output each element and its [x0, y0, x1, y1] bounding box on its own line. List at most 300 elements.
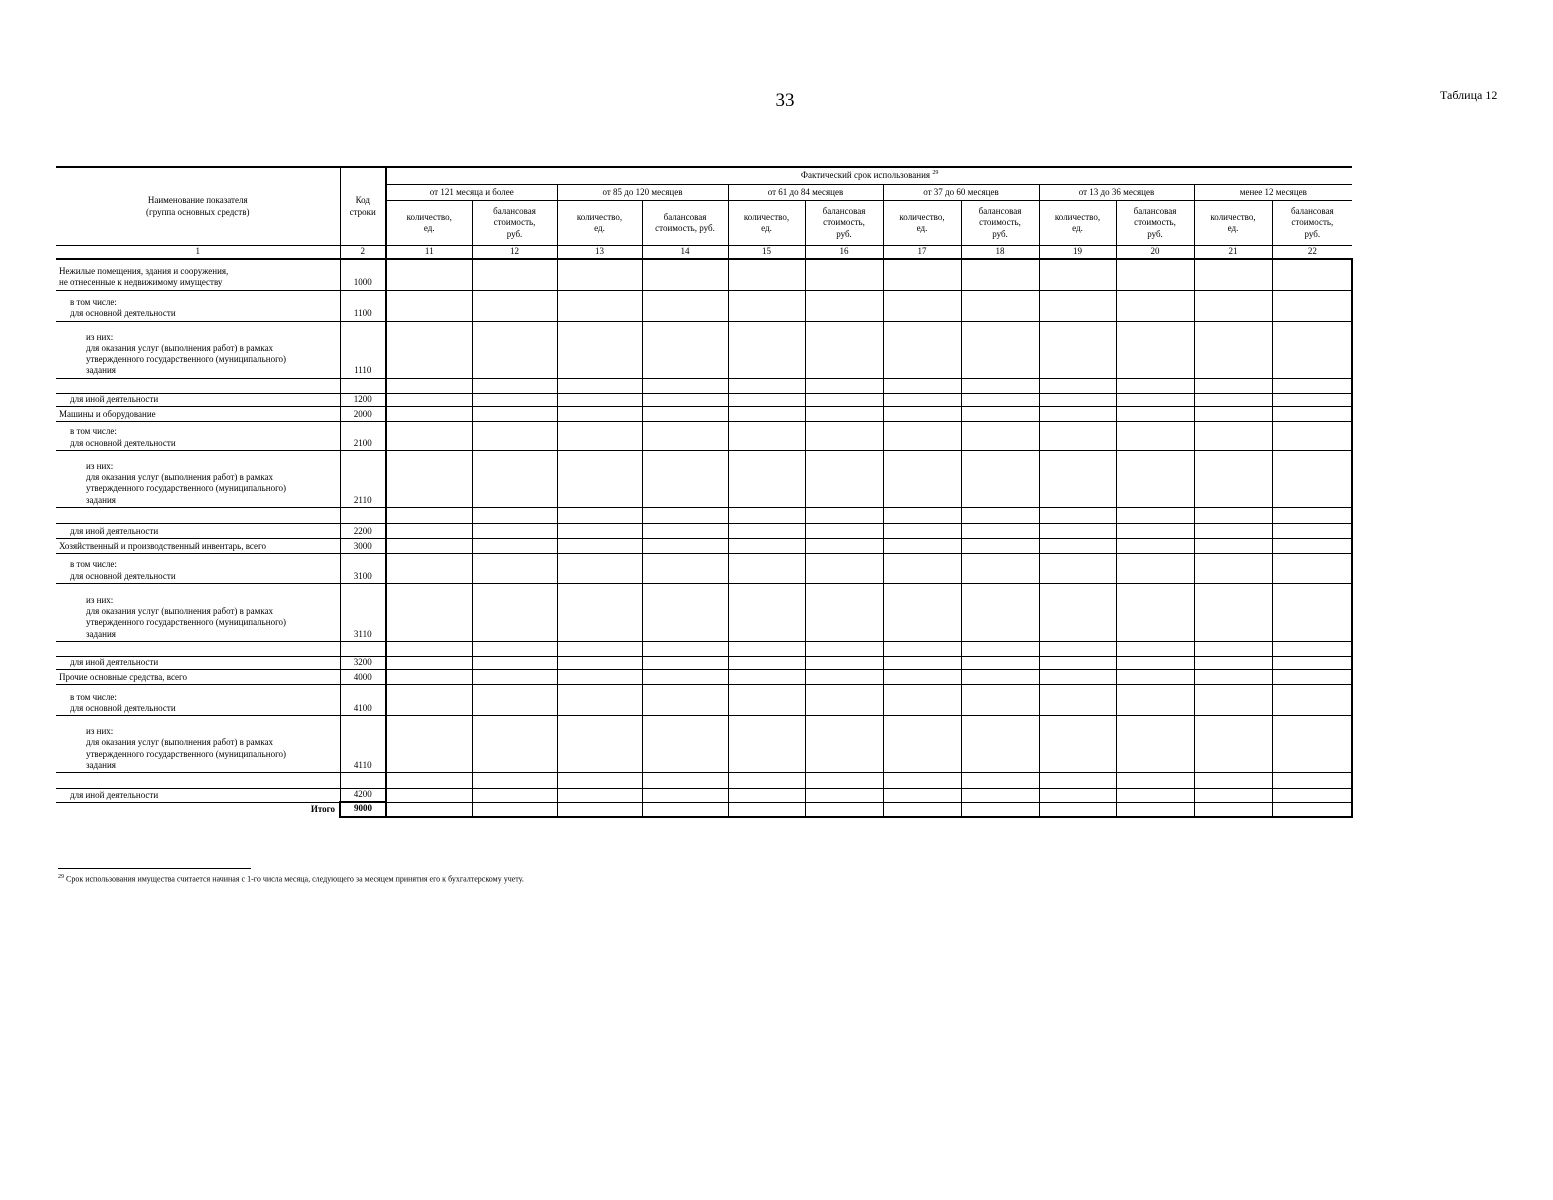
- table-row: [56, 378, 1352, 393]
- value-cell[interactable]: [1194, 290, 1272, 321]
- value-cell[interactable]: [1194, 553, 1272, 583]
- value-cell[interactable]: [1116, 523, 1194, 538]
- value-cell[interactable]: [805, 553, 883, 583]
- value-cell[interactable]: [1272, 670, 1352, 685]
- row-name: в том числе: для основной деятельности: [56, 685, 340, 716]
- value-cell[interactable]: [557, 421, 642, 450]
- table-row: [56, 656, 1352, 669]
- value-cell[interactable]: [1272, 523, 1352, 538]
- value-cell[interactable]: [557, 538, 642, 553]
- value-cell[interactable]: [1272, 553, 1352, 583]
- value-cell[interactable]: [1272, 450, 1352, 507]
- value-cell[interactable]: [642, 378, 728, 393]
- value-cell[interactable]: [883, 321, 961, 378]
- value-cell[interactable]: [557, 553, 642, 583]
- value-cell[interactable]: [728, 378, 805, 393]
- value-cell[interactable]: [1116, 406, 1194, 421]
- value-cell[interactable]: [1194, 583, 1272, 641]
- value-cell[interactable]: [1039, 789, 1116, 803]
- value-cell[interactable]: [883, 789, 961, 803]
- value-cell[interactable]: [1272, 421, 1352, 450]
- value-cell[interactable]: [805, 656, 883, 669]
- value-cell[interactable]: [1039, 716, 1116, 773]
- value-cell[interactable]: [961, 583, 1039, 641]
- value-cell[interactable]: [1194, 789, 1272, 803]
- value-cell[interactable]: [557, 507, 642, 523]
- value-cell[interactable]: [1116, 583, 1194, 641]
- value-cell[interactable]: [1194, 656, 1272, 669]
- value-cell[interactable]: [961, 507, 1039, 523]
- value-cell[interactable]: [557, 802, 642, 816]
- value-cell[interactable]: [805, 802, 883, 816]
- value-cell[interactable]: [961, 421, 1039, 450]
- value-cell[interactable]: [961, 670, 1039, 685]
- row-name: из них: для оказания услуг (выполнения работ) в рамках утвержденного государственного (муниципального) задания: [56, 450, 340, 507]
- value-cell[interactable]: [386, 656, 472, 669]
- value-cell[interactable]: [386, 290, 472, 321]
- value-cell[interactable]: [728, 716, 805, 773]
- value-cell[interactable]: [961, 406, 1039, 421]
- value-cell[interactable]: [728, 290, 805, 321]
- value-cell[interactable]: [1194, 538, 1272, 553]
- table-row: [56, 290, 1352, 321]
- value-cell[interactable]: [961, 716, 1039, 773]
- value-cell[interactable]: [1039, 507, 1116, 523]
- value-cell[interactable]: [557, 259, 642, 290]
- value-cell[interactable]: [805, 641, 883, 656]
- value-cell[interactable]: [1194, 716, 1272, 773]
- value-cell[interactable]: [805, 421, 883, 450]
- value-cell[interactable]: [1039, 802, 1116, 816]
- row-name: Прочие основные средства, всего: [56, 670, 340, 685]
- value-cell[interactable]: [386, 670, 472, 685]
- value-cell[interactable]: [805, 789, 883, 803]
- row-name: для иной деятельности: [56, 523, 340, 538]
- value-cell[interactable]: [642, 290, 728, 321]
- total-label: Итого: [310, 804, 335, 815]
- value-cell[interactable]: [805, 450, 883, 507]
- value-cell[interactable]: [557, 406, 642, 421]
- value-cell[interactable]: [386, 450, 472, 507]
- table-row: [56, 538, 1352, 553]
- value-cell[interactable]: [1194, 259, 1272, 290]
- value-cell[interactable]: [472, 393, 557, 406]
- value-cell[interactable]: [728, 802, 805, 816]
- value-cell[interactable]: [805, 321, 883, 378]
- row-name: [56, 507, 340, 523]
- value-cell[interactable]: [1116, 290, 1194, 321]
- value-cell[interactable]: [1039, 378, 1116, 393]
- value-cell[interactable]: [1272, 393, 1352, 406]
- row-name: Нежилые помещения, здания и сооружения, не отнесенные к недвижимому имуществу: [56, 259, 340, 290]
- value-cell[interactable]: [642, 789, 728, 803]
- value-cell[interactable]: [961, 523, 1039, 538]
- value-cell[interactable]: [1039, 259, 1116, 290]
- column-number: 21: [1194, 246, 1272, 260]
- header-usage-period-title: Фактический срок использования: [800, 170, 931, 181]
- row-code: 4100: [340, 685, 386, 716]
- row-name: [56, 773, 340, 789]
- value-cell[interactable]: [728, 773, 805, 789]
- value-cell[interactable]: [883, 450, 961, 507]
- value-cell[interactable]: [1272, 641, 1352, 656]
- row-name: в том числе: для основной деятельности: [56, 553, 340, 583]
- value-cell[interactable]: [557, 716, 642, 773]
- row-code: 1000: [340, 259, 386, 290]
- value-cell[interactable]: [961, 538, 1039, 553]
- value-cell[interactable]: [728, 641, 805, 656]
- value-cell[interactable]: [1039, 583, 1116, 641]
- value-cell[interactable]: [1116, 507, 1194, 523]
- value-cell[interactable]: [1039, 523, 1116, 538]
- value-cell[interactable]: [1272, 406, 1352, 421]
- value-cell[interactable]: [1116, 553, 1194, 583]
- value-cell[interactable]: [1039, 773, 1116, 789]
- value-cell[interactable]: [386, 507, 472, 523]
- value-cell[interactable]: [386, 641, 472, 656]
- value-cell[interactable]: [1272, 716, 1352, 773]
- value-cell[interactable]: [805, 393, 883, 406]
- value-cell[interactable]: [642, 641, 728, 656]
- value-cell[interactable]: [1116, 641, 1194, 656]
- value-cell[interactable]: [805, 290, 883, 321]
- row-code: [340, 773, 386, 789]
- value-cell[interactable]: [805, 507, 883, 523]
- value-cell[interactable]: [472, 538, 557, 553]
- value-cell[interactable]: [557, 773, 642, 789]
- value-cell[interactable]: [961, 685, 1039, 716]
- value-cell[interactable]: [642, 656, 728, 669]
- value-cell[interactable]: [386, 321, 472, 378]
- value-cell[interactable]: [472, 685, 557, 716]
- value-cell[interactable]: [1039, 641, 1116, 656]
- value-cell[interactable]: [805, 523, 883, 538]
- value-cell[interactable]: [883, 583, 961, 641]
- value-cell[interactable]: [472, 773, 557, 789]
- table-row: [56, 321, 1352, 378]
- value-cell[interactable]: [642, 406, 728, 421]
- value-cell[interactable]: [883, 553, 961, 583]
- value-cell[interactable]: [961, 393, 1039, 406]
- value-cell[interactable]: [1116, 421, 1194, 450]
- value-cell[interactable]: [1039, 406, 1116, 421]
- value-cell[interactable]: [386, 802, 472, 816]
- value-cell[interactable]: [883, 421, 961, 450]
- value-cell[interactable]: [472, 290, 557, 321]
- value-cell[interactable]: [557, 789, 642, 803]
- value-cell[interactable]: [1116, 789, 1194, 803]
- value-cell[interactable]: [642, 553, 728, 583]
- value-cell[interactable]: [642, 583, 728, 641]
- value-cell[interactable]: [728, 538, 805, 553]
- value-cell[interactable]: [386, 406, 472, 421]
- value-cell[interactable]: [386, 393, 472, 406]
- value-cell[interactable]: [642, 321, 728, 378]
- value-cell[interactable]: [472, 378, 557, 393]
- value-cell[interactable]: [805, 685, 883, 716]
- value-cell[interactable]: [472, 421, 557, 450]
- value-cell[interactable]: [805, 259, 883, 290]
- value-cell[interactable]: [386, 789, 472, 803]
- row-code: 4200: [340, 789, 386, 803]
- value-cell[interactable]: [1116, 538, 1194, 553]
- value-cell[interactable]: [883, 716, 961, 773]
- value-cell[interactable]: [1194, 450, 1272, 507]
- value-cell[interactable]: [1194, 802, 1272, 816]
- value-cell[interactable]: [883, 670, 961, 685]
- value-cell[interactable]: [386, 259, 472, 290]
- value-cell[interactable]: [1272, 583, 1352, 641]
- value-cell[interactable]: [883, 538, 961, 553]
- value-cell[interactable]: [557, 583, 642, 641]
- header-quantity: количество, ед.: [386, 201, 472, 246]
- row-code: 2110: [340, 450, 386, 507]
- value-cell[interactable]: [472, 802, 557, 816]
- value-cell[interactable]: [557, 450, 642, 507]
- value-cell[interactable]: [1039, 290, 1116, 321]
- value-cell[interactable]: [642, 716, 728, 773]
- value-cell[interactable]: [386, 523, 472, 538]
- value-cell[interactable]: [472, 656, 557, 669]
- table-row: [56, 789, 1352, 803]
- value-cell[interactable]: [728, 507, 805, 523]
- value-cell[interactable]: [1039, 685, 1116, 716]
- value-cell[interactable]: [472, 523, 557, 538]
- value-cell[interactable]: [883, 378, 961, 393]
- value-cell[interactable]: [1194, 421, 1272, 450]
- value-cell[interactable]: [386, 421, 472, 450]
- value-cell[interactable]: [472, 406, 557, 421]
- value-cell[interactable]: [883, 393, 961, 406]
- value-cell[interactable]: [1116, 656, 1194, 669]
- value-cell[interactable]: [642, 507, 728, 523]
- value-cell[interactable]: [805, 773, 883, 789]
- value-cell[interactable]: [805, 538, 883, 553]
- value-cell[interactable]: [1272, 656, 1352, 669]
- value-cell[interactable]: [961, 641, 1039, 656]
- row-name: [56, 641, 340, 656]
- value-cell[interactable]: [472, 583, 557, 641]
- value-cell[interactable]: [1272, 773, 1352, 789]
- value-cell[interactable]: [557, 641, 642, 656]
- value-cell[interactable]: [642, 421, 728, 450]
- value-cell[interactable]: [728, 450, 805, 507]
- header-balance-cost: балансовая стоимость, руб.: [961, 201, 1039, 246]
- value-cell[interactable]: [805, 378, 883, 393]
- value-cell[interactable]: [472, 553, 557, 583]
- value-cell[interactable]: [728, 789, 805, 803]
- value-cell[interactable]: [1039, 321, 1116, 378]
- value-cell[interactable]: [472, 641, 557, 656]
- value-cell[interactable]: [961, 802, 1039, 816]
- value-cell[interactable]: [961, 773, 1039, 789]
- value-cell[interactable]: [557, 378, 642, 393]
- value-cell[interactable]: [1272, 321, 1352, 378]
- value-cell[interactable]: [472, 789, 557, 803]
- row-name: из них: для оказания услуг (выполнения работ) в рамках утвержденного государственного (муниципального) задания: [56, 321, 340, 378]
- value-cell[interactable]: [883, 507, 961, 523]
- value-cell[interactable]: [883, 406, 961, 421]
- row-code: 1200: [340, 393, 386, 406]
- row-code: 9000: [340, 802, 386, 816]
- table-row: [56, 406, 1352, 421]
- value-cell[interactable]: [557, 670, 642, 685]
- value-cell[interactable]: [1194, 685, 1272, 716]
- value-cell[interactable]: [1194, 321, 1272, 378]
- value-cell[interactable]: [1039, 393, 1116, 406]
- value-cell[interactable]: [805, 406, 883, 421]
- value-cell[interactable]: [1272, 685, 1352, 716]
- header-quantity: количество, ед.: [557, 201, 642, 246]
- value-cell[interactable]: [1039, 656, 1116, 669]
- value-cell[interactable]: [1039, 553, 1116, 583]
- value-cell[interactable]: [472, 716, 557, 773]
- value-cell[interactable]: [557, 685, 642, 716]
- value-cell[interactable]: [642, 259, 728, 290]
- value-cell[interactable]: [728, 583, 805, 641]
- value-cell[interactable]: [1116, 321, 1194, 378]
- value-cell[interactable]: [386, 553, 472, 583]
- header-quantity: количество, ед.: [728, 201, 805, 246]
- value-cell[interactable]: [961, 321, 1039, 378]
- value-cell[interactable]: [642, 523, 728, 538]
- value-cell[interactable]: [961, 553, 1039, 583]
- value-cell[interactable]: [472, 670, 557, 685]
- value-cell[interactable]: [883, 641, 961, 656]
- table-row: [56, 670, 1352, 685]
- value-cell[interactable]: [642, 450, 728, 507]
- value-cell[interactable]: [961, 259, 1039, 290]
- value-cell[interactable]: [1272, 290, 1352, 321]
- value-cell[interactable]: [728, 656, 805, 669]
- footnote-ref: 29: [932, 170, 939, 177]
- table-row: [56, 553, 1352, 583]
- value-cell[interactable]: [728, 393, 805, 406]
- value-cell[interactable]: [557, 321, 642, 378]
- value-cell[interactable]: [1116, 378, 1194, 393]
- value-cell[interactable]: [805, 716, 883, 773]
- value-cell[interactable]: [883, 773, 961, 789]
- value-cell[interactable]: [642, 670, 728, 685]
- value-cell[interactable]: [728, 321, 805, 378]
- value-cell[interactable]: [728, 523, 805, 538]
- value-cell[interactable]: [1272, 802, 1352, 816]
- value-cell[interactable]: [883, 290, 961, 321]
- value-cell[interactable]: [1116, 685, 1194, 716]
- value-cell[interactable]: [728, 685, 805, 716]
- value-cell[interactable]: [1039, 450, 1116, 507]
- value-cell[interactable]: [1194, 378, 1272, 393]
- value-cell[interactable]: [1272, 538, 1352, 553]
- value-cell[interactable]: [642, 685, 728, 716]
- row-code: 2200: [340, 523, 386, 538]
- value-cell[interactable]: [1194, 523, 1272, 538]
- value-cell[interactable]: [386, 685, 472, 716]
- value-cell[interactable]: [642, 773, 728, 789]
- value-cell[interactable]: [883, 685, 961, 716]
- value-cell[interactable]: [472, 507, 557, 523]
- value-cell[interactable]: [386, 773, 472, 789]
- column-number: 12: [472, 246, 557, 260]
- row-code: [340, 507, 386, 523]
- value-cell[interactable]: [557, 656, 642, 669]
- value-cell[interactable]: [642, 393, 728, 406]
- value-cell[interactable]: [805, 670, 883, 685]
- header-period: от 61 до 84 месяцев: [728, 185, 883, 201]
- value-cell[interactable]: [386, 378, 472, 393]
- value-cell[interactable]: [642, 538, 728, 553]
- value-cell[interactable]: [1116, 393, 1194, 406]
- value-cell[interactable]: [1272, 259, 1352, 290]
- value-cell[interactable]: [472, 259, 557, 290]
- value-cell[interactable]: [1116, 773, 1194, 789]
- column-number: 19: [1039, 246, 1116, 260]
- value-cell[interactable]: [1116, 802, 1194, 816]
- value-cell[interactable]: [1194, 773, 1272, 789]
- row-name: [56, 378, 340, 393]
- value-cell[interactable]: [728, 670, 805, 685]
- row-code: [340, 641, 386, 656]
- value-cell[interactable]: [1116, 259, 1194, 290]
- value-cell[interactable]: [961, 378, 1039, 393]
- value-cell[interactable]: [557, 523, 642, 538]
- value-cell[interactable]: [386, 583, 472, 641]
- value-cell[interactable]: [1039, 421, 1116, 450]
- value-cell[interactable]: [1194, 393, 1272, 406]
- value-cell[interactable]: [1272, 507, 1352, 523]
- value-cell[interactable]: [728, 421, 805, 450]
- row-name: для иной деятельности: [56, 656, 340, 669]
- value-cell[interactable]: [883, 656, 961, 669]
- value-cell[interactable]: [557, 393, 642, 406]
- value-cell[interactable]: [961, 789, 1039, 803]
- value-cell[interactable]: [1194, 670, 1272, 685]
- value-cell[interactable]: [883, 802, 961, 816]
- value-cell[interactable]: [805, 583, 883, 641]
- value-cell[interactable]: [472, 321, 557, 378]
- header-period: от 121 месяца и более: [386, 185, 557, 201]
- value-cell[interactable]: [1039, 670, 1116, 685]
- footnote-divider: [58, 868, 251, 869]
- value-cell[interactable]: [642, 802, 728, 816]
- value-cell[interactable]: [1039, 538, 1116, 553]
- value-cell[interactable]: [386, 716, 472, 773]
- value-cell[interactable]: [1116, 716, 1194, 773]
- value-cell[interactable]: [728, 406, 805, 421]
- value-cell[interactable]: [961, 656, 1039, 669]
- value-cell[interactable]: [472, 450, 557, 507]
- value-cell[interactable]: [557, 290, 642, 321]
- table-caption: Таблица 12: [1440, 88, 1498, 102]
- value-cell[interactable]: [961, 290, 1039, 321]
- value-cell[interactable]: [883, 259, 961, 290]
- value-cell[interactable]: [1194, 507, 1272, 523]
- value-cell[interactable]: [1194, 406, 1272, 421]
- value-cell[interactable]: [728, 259, 805, 290]
- column-number: 18: [961, 246, 1039, 260]
- value-cell[interactable]: [883, 523, 961, 538]
- value-cell[interactable]: [1116, 450, 1194, 507]
- value-cell[interactable]: [1194, 641, 1272, 656]
- header-code-col: Код строки: [340, 167, 386, 246]
- value-cell[interactable]: [728, 553, 805, 583]
- value-cell[interactable]: [1116, 670, 1194, 685]
- value-cell[interactable]: [961, 450, 1039, 507]
- value-cell[interactable]: [1272, 789, 1352, 803]
- value-cell[interactable]: [386, 538, 472, 553]
- table-row: [56, 507, 1352, 523]
- value-cell[interactable]: [1272, 378, 1352, 393]
